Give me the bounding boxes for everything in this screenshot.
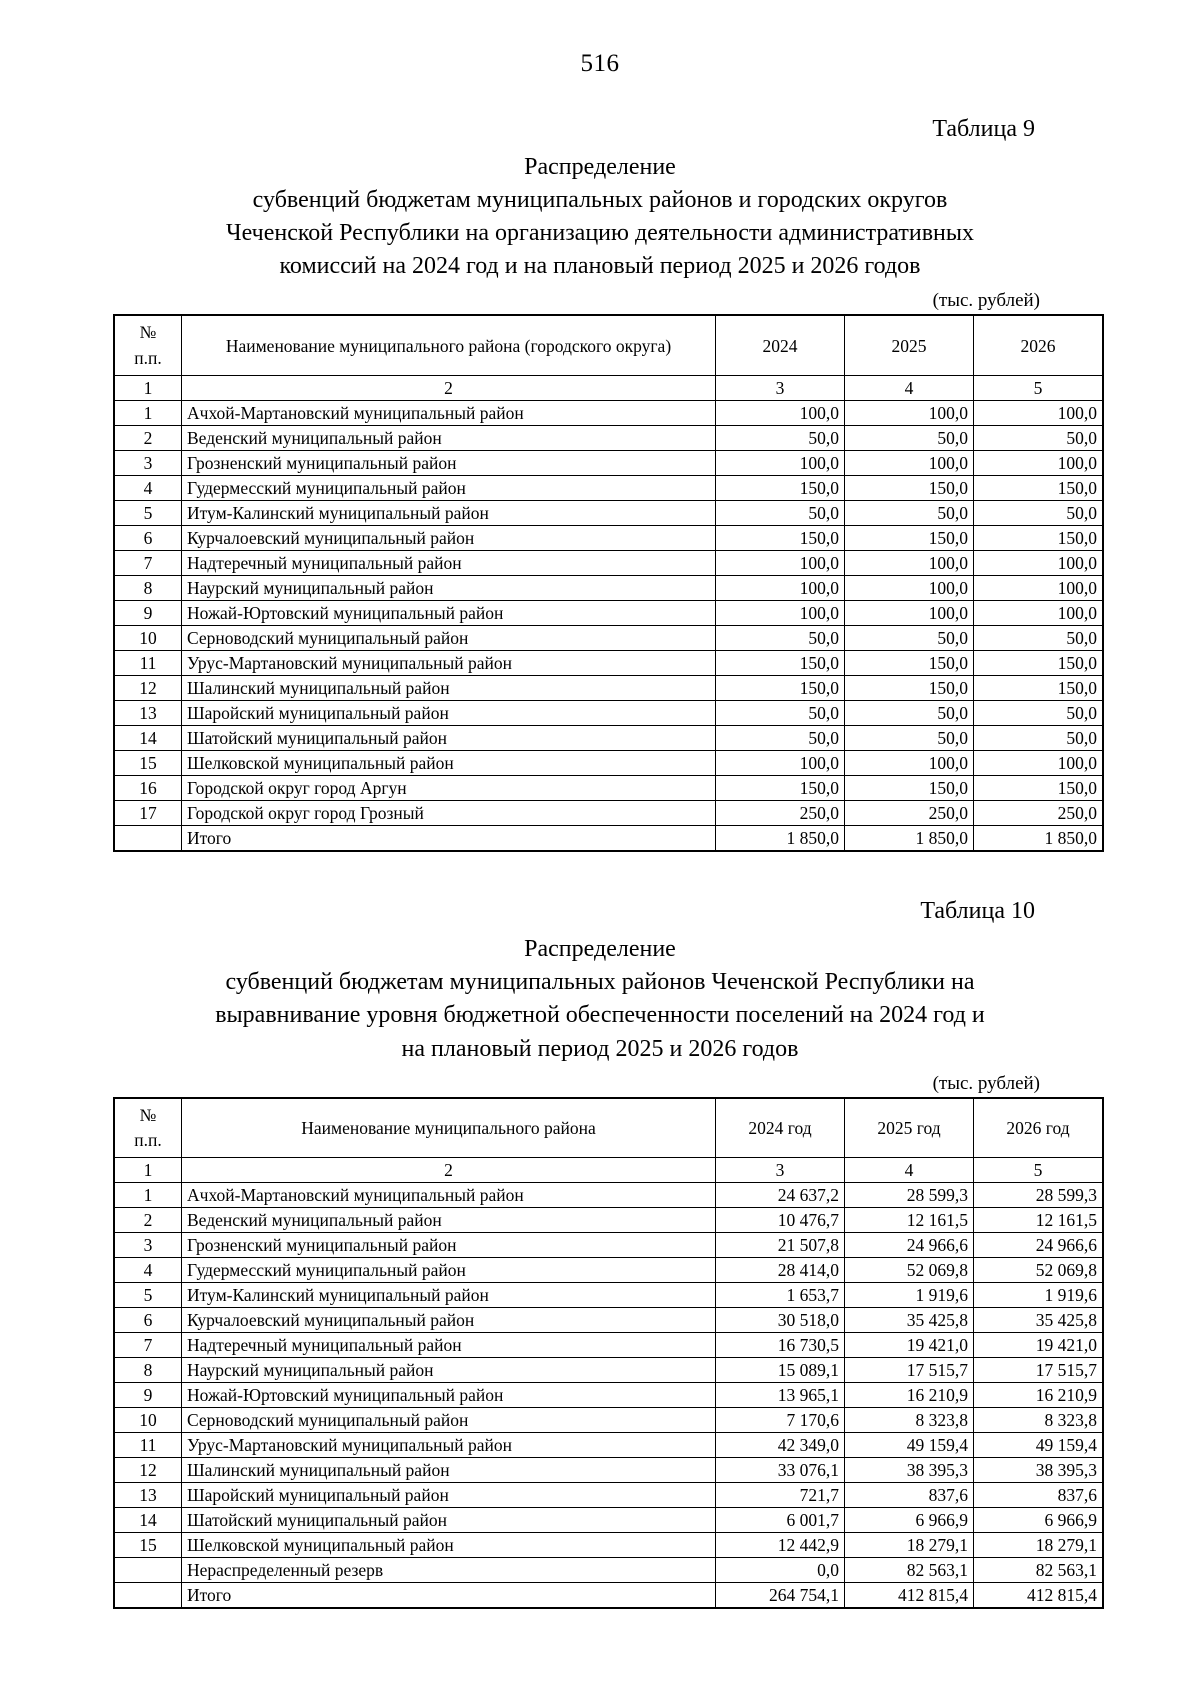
row-2025-cell: 100,0 <box>845 576 974 601</box>
table9-colnum-2: 2 <box>182 376 716 401</box>
table-row <box>114 626 1103 651</box>
table-row <box>114 526 1103 551</box>
row-2026-cell: 49 159,4 <box>974 1433 1104 1458</box>
row-2026-cell: 250,0 <box>974 801 1104 826</box>
row-name-cell: Шаройский муниципальный район <box>182 701 716 726</box>
row-2026-cell: 28 599,3 <box>974 1183 1104 1208</box>
row-2026-cell: 35 425,8 <box>974 1308 1104 1333</box>
row-2024-cell: 7 170,6 <box>716 1408 845 1433</box>
table-row <box>114 1533 1103 1558</box>
table9-header-2025: 2025 <box>845 315 974 375</box>
table9-header-2024: 2024 <box>716 315 845 375</box>
row-2026-cell: 82 563,1 <box>974 1558 1104 1583</box>
row-2024-cell: 16 730,5 <box>716 1333 845 1358</box>
table10-colnum-4: 4 <box>845 1158 974 1183</box>
table9-colnum-3: 3 <box>716 376 845 401</box>
table-row <box>114 1583 1103 1609</box>
row-2026-cell: 50,0 <box>974 701 1104 726</box>
row-name-cell: Ножай-Юртовский муниципальный район <box>182 601 716 626</box>
table10-colnum-3: 3 <box>716 1158 845 1183</box>
row-name-cell: Курчалоевский муниципальный район <box>182 1308 716 1333</box>
row-2024-cell: 33 076,1 <box>716 1458 845 1483</box>
row-number-cell: 2 <box>114 1208 182 1233</box>
row-2026-cell: 38 395,3 <box>974 1458 1104 1483</box>
row-2024-cell: 10 476,7 <box>716 1208 845 1233</box>
row-2026-cell: 150,0 <box>974 651 1104 676</box>
row-number-cell: 16 <box>114 776 182 801</box>
row-2024-cell: 42 349,0 <box>716 1433 845 1458</box>
table-row <box>114 1183 1103 1208</box>
table10-header-2025: 2025 год <box>845 1098 974 1158</box>
table-row <box>114 1483 1103 1508</box>
table-row <box>114 1433 1103 1458</box>
table10-title-line4: на плановый период 2025 и 2026 годов <box>401 1035 799 1062</box>
table10-colnum-2: 2 <box>182 1158 716 1183</box>
row-2026-cell: 412 815,4 <box>974 1583 1104 1609</box>
row-2024-cell: 1 653,7 <box>716 1283 845 1308</box>
row-number-cell: 4 <box>114 476 182 501</box>
table10-units: (тыс. рублей) <box>932 1072 1040 1094</box>
row-number-cell: 13 <box>114 1483 182 1508</box>
row-name-cell: Веденский муниципальный район <box>182 1208 716 1233</box>
table-row <box>114 501 1103 526</box>
row-2024-cell: 12 442,9 <box>716 1533 845 1558</box>
row-2025-cell: 52 069,8 <box>845 1258 974 1283</box>
row-name-cell: Шалинский муниципальный район <box>182 1458 716 1483</box>
row-2025-cell: 18 279,1 <box>845 1533 974 1558</box>
table-row <box>114 576 1103 601</box>
table9-title-line2: субвенций бюджетам муниципальных районов и городских округов <box>252 187 948 214</box>
row-2025-cell: 1 850,0 <box>845 826 974 852</box>
row-number-cell: 15 <box>114 1533 182 1558</box>
table-row <box>114 1358 1103 1383</box>
table10-title-line2: субвенций бюджетам муниципальных районов Чеченской Республики на <box>225 969 975 996</box>
row-2026-cell: 8 323,8 <box>974 1408 1104 1433</box>
table9-title <box>0 151 1200 283</box>
table9 <box>113 314 1104 852</box>
row-2025-cell: 150,0 <box>845 676 974 701</box>
row-name-cell: Шатойский муниципальный район <box>182 1508 716 1533</box>
row-2025-cell: 150,0 <box>845 651 974 676</box>
row-name-cell: Урус-Мартановский муниципальный район <box>182 1433 716 1458</box>
row-2026-cell: 837,6 <box>974 1483 1104 1508</box>
row-2026-cell: 52 069,8 <box>974 1258 1104 1283</box>
row-2026-cell: 50,0 <box>974 626 1104 651</box>
row-2026-cell: 16 210,9 <box>974 1383 1104 1408</box>
row-2024-cell: 150,0 <box>716 526 845 551</box>
row-2024-cell: 150,0 <box>716 476 845 501</box>
table9-colnum-4: 4 <box>845 376 974 401</box>
row-2025-cell: 100,0 <box>845 401 974 426</box>
row-2024-cell: 721,7 <box>716 1483 845 1508</box>
row-number-cell: 8 <box>114 576 182 601</box>
table10-header-no-line2: п.п. <box>134 1130 162 1150</box>
row-2025-cell: 250,0 <box>845 801 974 826</box>
table9-title-line4: комиссий на 2024 год и на плановый период 2025 и 2026 годов <box>279 253 921 280</box>
row-number-cell: 4 <box>114 1258 182 1283</box>
table9-header-name: Наименование муниципального района (городского округа) <box>182 315 716 375</box>
row-name-cell: Ножай-Юртовский муниципальный район <box>182 1383 716 1408</box>
row-number-cell: 2 <box>114 426 182 451</box>
table10-colnum-1: 1 <box>114 1158 182 1183</box>
row-2026-cell: 150,0 <box>974 526 1104 551</box>
row-2025-cell: 150,0 <box>845 476 974 501</box>
row-number-cell: 3 <box>114 1233 182 1258</box>
table-row <box>114 776 1103 801</box>
row-number-cell: 11 <box>114 651 182 676</box>
row-number-cell: 5 <box>114 501 182 526</box>
row-2026-cell: 100,0 <box>974 576 1104 601</box>
table9-colnum-row <box>114 376 1103 401</box>
table-row <box>114 476 1103 501</box>
row-2025-cell: 19 421,0 <box>845 1333 974 1358</box>
row-2025-cell: 1 919,6 <box>845 1283 974 1308</box>
table9-colnum-1: 1 <box>114 376 182 401</box>
row-2025-cell: 12 161,5 <box>845 1208 974 1233</box>
row-2024-cell: 250,0 <box>716 801 845 826</box>
row-2024-cell: 50,0 <box>716 701 845 726</box>
row-2024-cell: 24 637,2 <box>716 1183 845 1208</box>
table10-header-2024: 2024 год <box>716 1098 845 1158</box>
row-name-cell: Наурский муниципальный район <box>182 1358 716 1383</box>
row-2025-cell: 100,0 <box>845 751 974 776</box>
row-2025-cell: 150,0 <box>845 526 974 551</box>
row-2024-cell: 150,0 <box>716 776 845 801</box>
row-name-cell: Ачхой-Мартановский муниципальный район <box>182 1183 716 1208</box>
table-row <box>114 676 1103 701</box>
row-name-cell: Нераспределенный резерв <box>182 1558 716 1583</box>
row-2026-cell: 1 850,0 <box>974 826 1104 852</box>
row-name-cell: Итум-Калинский муниципальный район <box>182 501 716 526</box>
row-2024-cell: 0,0 <box>716 1558 845 1583</box>
row-2026-cell: 1 919,6 <box>974 1283 1104 1308</box>
row-2026-cell: 50,0 <box>974 726 1104 751</box>
row-2026-cell: 150,0 <box>974 476 1104 501</box>
row-2025-cell: 35 425,8 <box>845 1308 974 1333</box>
row-2025-cell: 50,0 <box>845 626 974 651</box>
row-2024-cell: 15 089,1 <box>716 1358 845 1383</box>
row-name-cell: Наурский муниципальный район <box>182 576 716 601</box>
row-number-cell <box>114 826 182 852</box>
row-number-cell: 12 <box>114 1458 182 1483</box>
row-number-cell: 1 <box>114 1183 182 1208</box>
row-number-cell <box>114 1583 182 1609</box>
row-number-cell: 10 <box>114 1408 182 1433</box>
table-row <box>114 1258 1103 1283</box>
table-row <box>114 826 1103 852</box>
row-name-cell: Урус-Мартановский муниципальный район <box>182 651 716 676</box>
row-2025-cell: 412 815,4 <box>845 1583 974 1609</box>
row-number-cell <box>114 1558 182 1583</box>
table-row <box>114 801 1103 826</box>
row-2024-cell: 150,0 <box>716 651 845 676</box>
row-2025-cell: 17 515,7 <box>845 1358 974 1383</box>
row-name-cell: Гудермесский муниципальный район <box>182 476 716 501</box>
row-number-cell: 5 <box>114 1283 182 1308</box>
table-row <box>114 1283 1103 1308</box>
row-2025-cell: 50,0 <box>845 426 974 451</box>
row-2025-cell: 16 210,9 <box>845 1383 974 1408</box>
row-name-cell: Шалинский муниципальный район <box>182 676 716 701</box>
row-number-cell: 12 <box>114 676 182 701</box>
row-name-cell: Шелковской муниципальный район <box>182 1533 716 1558</box>
row-name-cell: Грозненский муниципальный район <box>182 451 716 476</box>
table-row <box>114 1558 1103 1583</box>
row-2026-cell: 19 421,0 <box>974 1333 1104 1358</box>
row-2024-cell: 264 754,1 <box>716 1583 845 1609</box>
row-2024-cell: 50,0 <box>716 426 845 451</box>
row-2025-cell: 50,0 <box>845 501 974 526</box>
table10-title-line3: выравнивание уровня бюджетной обеспеченности поселений на 2024 год и <box>215 1002 985 1029</box>
row-name-cell: Городской округ город Аргун <box>182 776 716 801</box>
row-2025-cell: 100,0 <box>845 601 974 626</box>
row-number-cell: 7 <box>114 551 182 576</box>
row-2024-cell: 50,0 <box>716 626 845 651</box>
table-row <box>114 1308 1103 1333</box>
table-row <box>114 401 1103 426</box>
row-2025-cell: 38 395,3 <box>845 1458 974 1483</box>
row-2024-cell: 13 965,1 <box>716 1383 845 1408</box>
table9-header-2026: 2026 <box>974 315 1104 375</box>
row-2025-cell: 50,0 <box>845 701 974 726</box>
table-row <box>114 426 1103 451</box>
row-number-cell: 7 <box>114 1333 182 1358</box>
table9-header-no-line1: № <box>139 322 157 343</box>
row-number-cell: 10 <box>114 626 182 651</box>
row-2024-cell: 28 414,0 <box>716 1258 845 1283</box>
row-number-cell: 17 <box>114 801 182 826</box>
row-name-cell: Грозненский муниципальный район <box>182 1233 716 1258</box>
row-2025-cell: 82 563,1 <box>845 1558 974 1583</box>
row-name-cell: Шелковской муниципальный район <box>182 751 716 776</box>
row-number-cell: 13 <box>114 701 182 726</box>
table10-header-no-line1: № <box>139 1104 157 1125</box>
table9-units: (тыс. рублей) <box>932 290 1040 312</box>
row-2024-cell: 50,0 <box>716 501 845 526</box>
row-2025-cell: 8 323,8 <box>845 1408 974 1433</box>
table-row <box>114 1408 1103 1433</box>
row-2026-cell: 12 161,5 <box>974 1208 1104 1233</box>
row-2025-cell: 150,0 <box>845 776 974 801</box>
row-2024-cell: 21 507,8 <box>716 1233 845 1258</box>
table9-title-line1: Распределение <box>524 154 676 180</box>
row-2025-cell: 100,0 <box>845 451 974 476</box>
row-name-cell: Итого <box>182 826 716 852</box>
row-number-cell: 11 <box>114 1433 182 1458</box>
row-number-cell: 9 <box>114 1383 182 1408</box>
table-row <box>114 551 1103 576</box>
row-2024-cell: 100,0 <box>716 451 845 476</box>
row-2026-cell: 50,0 <box>974 501 1104 526</box>
row-name-cell: Итого <box>182 1583 716 1609</box>
row-2024-cell: 100,0 <box>716 576 845 601</box>
row-number-cell: 6 <box>114 1308 182 1333</box>
row-2026-cell: 150,0 <box>974 676 1104 701</box>
table9-header-row <box>114 315 1103 375</box>
row-name-cell: Надтеречный муниципальный район <box>182 551 716 576</box>
table10-colnum-5: 5 <box>974 1158 1104 1183</box>
table-row <box>114 1333 1103 1358</box>
row-2026-cell: 18 279,1 <box>974 1533 1104 1558</box>
row-name-cell: Гудермесский муниципальный район <box>182 1258 716 1283</box>
row-number-cell: 1 <box>114 401 182 426</box>
row-2024-cell: 1 850,0 <box>716 826 845 852</box>
row-2024-cell: 6 001,7 <box>716 1508 845 1533</box>
table-row <box>114 1233 1103 1258</box>
row-2026-cell: 100,0 <box>974 551 1104 576</box>
table-row <box>114 1208 1103 1233</box>
row-number-cell: 3 <box>114 451 182 476</box>
row-2024-cell: 100,0 <box>716 751 845 776</box>
table10-header-row <box>114 1098 1103 1158</box>
row-name-cell: Курчалоевский муниципальный район <box>182 526 716 551</box>
table-row <box>114 1383 1103 1408</box>
table-row <box>114 1508 1103 1533</box>
row-2024-cell: 30 518,0 <box>716 1308 845 1333</box>
table10-header-name: Наименование муниципального района <box>182 1098 716 1158</box>
table-row <box>114 651 1103 676</box>
row-name-cell: Итум-Калинский муниципальный район <box>182 1283 716 1308</box>
page-number: 516 <box>580 50 620 77</box>
row-2026-cell: 150,0 <box>974 776 1104 801</box>
row-2026-cell: 24 966,6 <box>974 1233 1104 1258</box>
row-name-cell: Городской округ город Грозный <box>182 801 716 826</box>
row-2024-cell: 100,0 <box>716 601 845 626</box>
table-row <box>114 451 1103 476</box>
table9-colnum-5: 5 <box>974 376 1104 401</box>
row-name-cell: Надтеречный муниципальный район <box>182 1333 716 1358</box>
table9-header-no-line2: п.п. <box>134 347 162 368</box>
row-name-cell: Серноводский муниципальный район <box>182 1408 716 1433</box>
row-2025-cell: 24 966,6 <box>845 1233 974 1258</box>
row-name-cell: Ачхой-Мартановский муниципальный район <box>182 401 716 426</box>
row-2025-cell: 6 966,9 <box>845 1508 974 1533</box>
row-2026-cell: 17 515,7 <box>974 1358 1104 1383</box>
table10-body <box>114 1183 1103 1609</box>
row-name-cell: Шатойский муниципальный район <box>182 726 716 751</box>
table10-header-2026: 2026 год <box>974 1098 1104 1158</box>
row-2025-cell: 837,6 <box>845 1483 974 1508</box>
row-2026-cell: 6 966,9 <box>974 1508 1104 1533</box>
table10-label: Таблица 10 <box>920 898 1035 925</box>
row-2025-cell: 100,0 <box>845 551 974 576</box>
table-row <box>114 751 1103 776</box>
row-2026-cell: 100,0 <box>974 601 1104 626</box>
table-row <box>114 1458 1103 1483</box>
table9-label: Таблица 9 <box>932 116 1035 142</box>
row-2026-cell: 50,0 <box>974 426 1104 451</box>
row-2024-cell: 150,0 <box>716 676 845 701</box>
row-2024-cell: 100,0 <box>716 401 845 426</box>
row-number-cell: 9 <box>114 601 182 626</box>
row-name-cell: Шаройский муниципальный район <box>182 1483 716 1508</box>
row-2025-cell: 50,0 <box>845 726 974 751</box>
row-2025-cell: 28 599,3 <box>845 1183 974 1208</box>
row-number-cell: 6 <box>114 526 182 551</box>
table10-title-line1: Распределение <box>524 936 676 963</box>
table10-title <box>0 933 1200 1065</box>
row-2026-cell: 100,0 <box>974 401 1104 426</box>
row-2026-cell: 100,0 <box>974 451 1104 476</box>
row-2026-cell: 100,0 <box>974 751 1104 776</box>
row-2024-cell: 50,0 <box>716 726 845 751</box>
table-row <box>114 701 1103 726</box>
table9-body <box>114 401 1103 852</box>
table9-header-no <box>114 315 182 375</box>
row-number-cell: 14 <box>114 1508 182 1533</box>
row-2025-cell: 49 159,4 <box>845 1433 974 1458</box>
table10-colnum-row <box>114 1158 1103 1183</box>
row-number-cell: 15 <box>114 751 182 776</box>
row-2024-cell: 100,0 <box>716 551 845 576</box>
table9-title-line3: Чеченской Республики на организацию деятельности административных <box>225 220 975 247</box>
table10 <box>113 1097 1104 1610</box>
row-name-cell: Серноводский муниципальный район <box>182 626 716 651</box>
row-name-cell: Веденский муниципальный район <box>182 426 716 451</box>
row-number-cell: 14 <box>114 726 182 751</box>
table-row <box>114 601 1103 626</box>
table10-header-no <box>114 1098 182 1158</box>
row-number-cell: 8 <box>114 1358 182 1383</box>
table-row <box>114 726 1103 751</box>
